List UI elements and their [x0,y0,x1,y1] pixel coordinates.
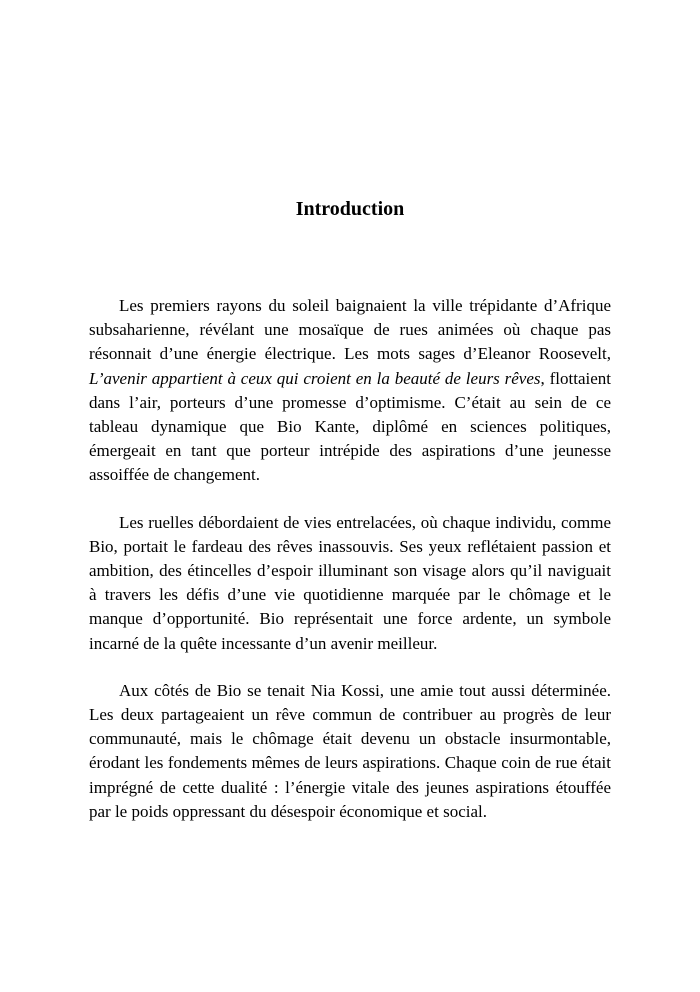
paragraph-1 [89,294,611,488]
roosevelt-quote: L’avenir appartient à ceux qui croient en la beauté de leurs rêves [89,368,541,388]
body-text [89,294,611,847]
paragraph-3: Aux côtés de Bio se tenait Nia Kossi, une amie tout aussi déterminée. Les deux partageaient un rêve commun de contribuer au progrès de leur communauté, mais le chômage était devenu un obstacle insurmontable, érodant les fondements mêmes de leurs aspirations. Chaque coin de rue était imprégné de cette dualité : l’énergie vitale des jeunes aspirations étouffée par le poids oppressant du désespoir économique et social. [89,680,611,821]
paragraph-2: Les ruelles débordaient de vies entrelacées, où chaque individu, comme Bio, portait le fardeau des rêves inassouvis. Ses yeux reflétaient passion et ambition, des étincelles d’espoir illuminant son visage alors qu’il naviguait à travers les défis d’une vie quotidienne marquée par le chômage et le manque d’opportunité. Bio représentait une force ardente, un symbole incarné de la quête incessante d’un avenir meilleur. [89,512,611,653]
page-title: Introduction [295,198,405,220]
paragraph-1-text-start: Les premiers rayons du soleil baignaient la ville trépidante d’Afrique subsaharienne, révélant une mosaïque de rues animées où chaque pas résonnait d’une énergie électrique. Les mots sages d’Eleanor Roosevelt, [89,296,611,364]
paragraph-1-text-end: , flottaient dans l’air, porteurs d’une promesse d’optimisme. C’était au sein de ce tableau dynamique que Bio Kante, diplômé en sciences politiques, émergeait en tant que porteur intrépide des aspirations d’une jeunesse assoiffée de changement. [89,368,612,485]
